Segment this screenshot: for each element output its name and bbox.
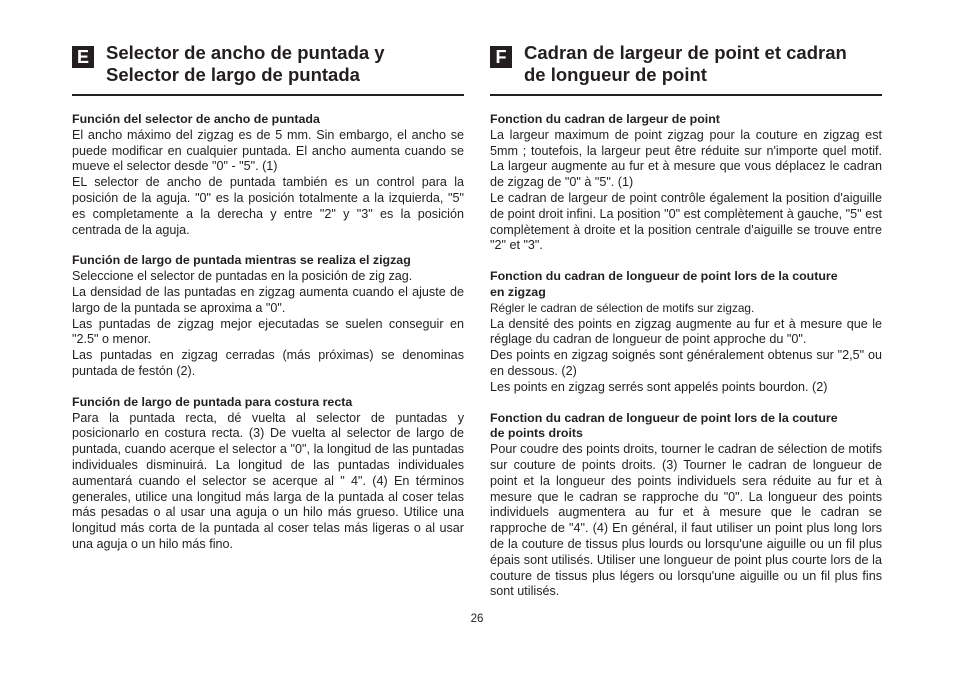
spanish-title-line-2: Selector de largo de puntada: [106, 64, 360, 85]
french-column: [490, 42, 882, 615]
section-fr-width: [490, 112, 882, 254]
french-title: [524, 42, 847, 86]
paragraph: Le cadran de largeur de point contrôle également la position d'aiguille de point droit infini. La position "0" est complètement à gauche, "5" est complètement à droite et la position centrale d'aiguille se trouve entre "2" et "3".: [490, 190, 882, 253]
paragraph: La largeur maximum de point zigzag pour la couture en zigzag est 5mm ; toutefois, la largeur peut être réduite sur n'importe quel motif. La largeur augmente au fur et à mesure que vous déplacez le cadran de zigzag de "0" à "5". (1): [490, 127, 882, 190]
section-es-zigzag-length: [72, 253, 464, 379]
section-es-width: [72, 112, 464, 238]
paragraph: Les points en zigzag serrés sont appelés points bourdon. (2): [490, 379, 828, 394]
section-es-straight-length: [72, 395, 464, 553]
section-heading: Fonction du cadran de longueur de point lors de la couture en zigzag: [490, 269, 838, 299]
french-title-line-2: de longueur de point: [524, 64, 707, 85]
section-fr-zigzag-length: [490, 269, 882, 395]
spanish-column: [72, 42, 464, 568]
section-heading: Función de largo de puntada mientras se realiza el zigzag: [72, 253, 411, 268]
spanish-title: [106, 42, 385, 86]
paragraph: Des points en zigzag soignés sont généralement obtenus sur "2,5" ou en dessous. (2): [490, 348, 882, 378]
paragraph: La densidad de las puntadas en zigzag aumenta cuando el ajuste de largo de la puntada se aproxima a "0".: [72, 284, 464, 315]
paragraph: Las puntadas en zigzag cerradas (más próximas) se denominas puntada de festón (2).: [72, 348, 464, 378]
paragraph: La densité des points en zigzag augmente au fur et à mesure que le réglage du cadran de longueur de point approche du "0".: [490, 316, 882, 347]
paragraph: Pour coudre des points droits, tourner le cadran de sélection de motifs sur couture de points droits. (3) Tourner le cadran de longueur de point et la longueur des points individuels sera réduite au fur et à mesure que le cadran se rapproche du "0". La longueur des points individuels augmentera au fur et à mesure que le cadran se rapproche de "4". (4) En général, il faut utiliser un point plus long lors de la couture de tissus plus lourds ou lorsqu'une aiguille ou un fil plus épais sont utilisés. Utiliser une longueur de point plus courte lors de la couture de tissus plus légers ou lorsqu'une aiguille ou un fil plus fins sont utilisés.: [490, 442, 882, 599]
section-heading: Fonction du cadran de longueur de point lors de la couture de points droits: [490, 410, 838, 441]
section-heading: Fonction du cadran de largeur de point: [490, 112, 720, 126]
spanish-header: [72, 42, 464, 96]
paragraph: El ancho máximo del zigzag es de 5 mm. Sin embargo, el ancho se puede modificar en cualquier puntada. El ancho aumenta cuando se mueve el selector desde "0" - "5". (1): [72, 127, 464, 174]
page-number: 26: [470, 613, 484, 625]
paragraph: Las puntadas de zigzag mejor ejecutadas se suelen conseguir en "2.5" o menor.: [72, 316, 464, 347]
french-header: [490, 42, 882, 96]
french-title-line-1: Cadran de largeur de point et cadran: [524, 42, 847, 63]
language-badge-e: E: [72, 46, 94, 68]
spanish-title-line-1: Selector de ancho de puntada y: [106, 42, 385, 63]
paragraph: Para la puntada recta, dé vuelta al selector de puntadas y posicionarlo en costura recta. (3) De vuelta al selector de largo de puntada, cuando acerque el selector a "0", la longitud de las puntadas individuales disminuirá. La longitud de las puntadas individuales aumentará cuando el selector se acerque al " 4". (4) En términos generales, utilice una longitud más larga de la puntada al coser telas más pesadas o al usar una aguja o un hilo más grueso. Utilice una longitud más corta de la puntada al coser telas más ligeras o al usar una aguja o un hilo más fino.: [72, 410, 464, 551]
section-fr-straight-length: [490, 411, 882, 601]
section-heading: Función de largo de puntada para costura recta: [72, 394, 353, 409]
paragraph: Régler le cadran de sélection de motifs sur zigzag.: [490, 300, 755, 315]
paragraph: EL selector de ancho de puntada también es un control para la posición de la aguja. "0" es la posición totalmente a la izquierda, "5" es completamente a la derecha y entre "2" y "3" es la posición centrada de la aguja.: [72, 175, 464, 237]
language-badge-f: F: [490, 46, 512, 68]
section-heading: Función del selector de ancho de puntada: [72, 112, 320, 126]
paragraph: Seleccione el selector de puntadas en la posición de zig zag.: [72, 269, 413, 284]
